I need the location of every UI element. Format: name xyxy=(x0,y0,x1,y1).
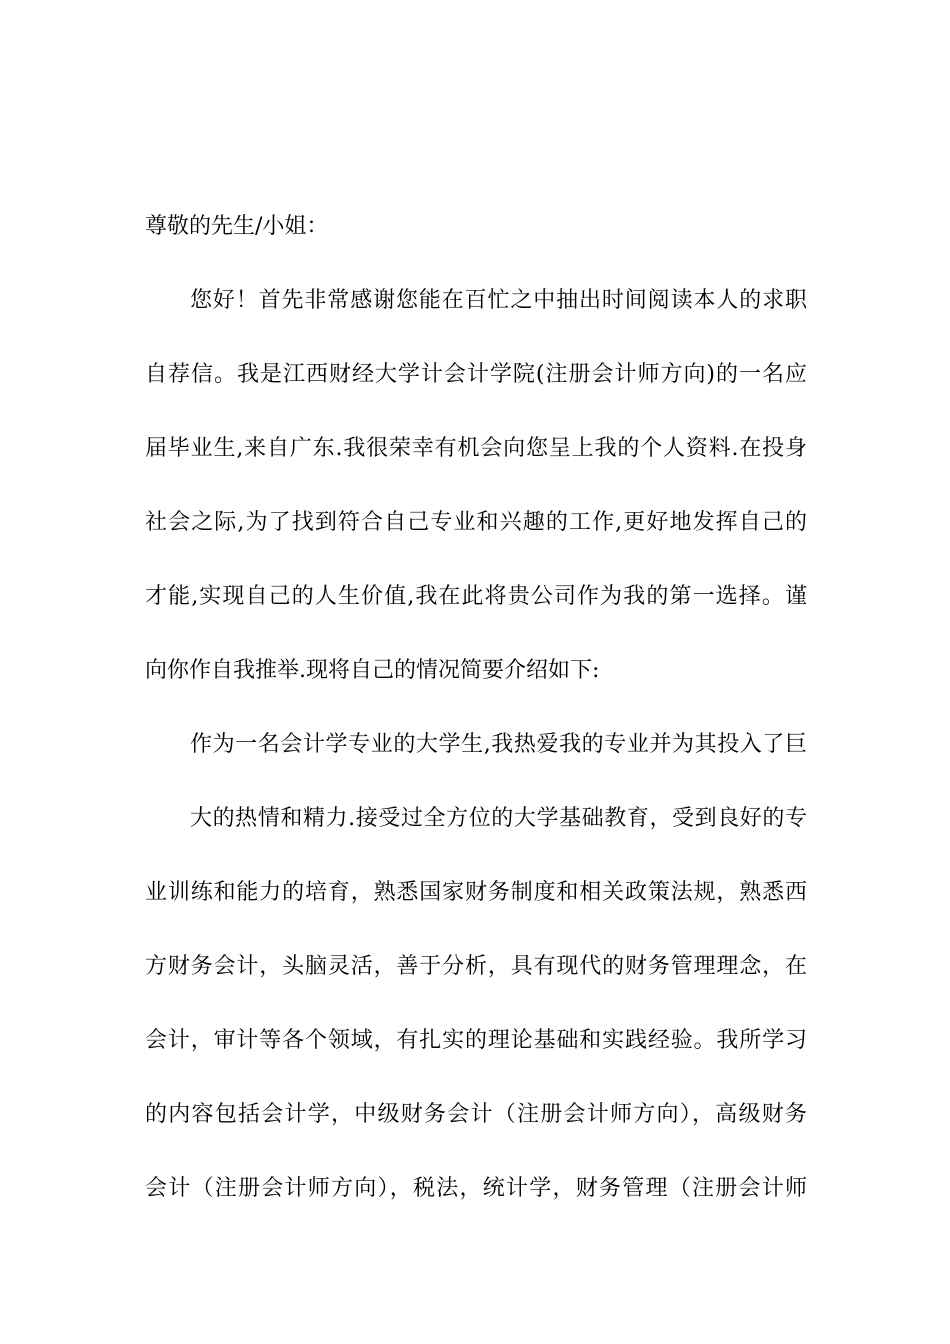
paragraph-line: 作为一名会计学专业的大学生,我热爱我的专业并为其投入了巨 xyxy=(190,732,807,757)
paragraph-line: 向你作自我推举.现将自己的情况简要介绍如下: xyxy=(145,658,600,683)
paragraph-line: 才能,实现自己的人生价值,我在此将贵公司作为我的第一选择。谨 xyxy=(145,584,807,609)
paragraph-line: 方财务会计，头脑灵活，善于分析，具有现代的财务管理理念，在 xyxy=(145,954,807,979)
paragraph-line: 自荐信。我是江西财经大学计会计学院(注册会计师方向)的一名应 xyxy=(145,362,807,387)
paragraph-line: 您好！首先非常感谢您能在百忙之中抽出时间阅读本人的求职 xyxy=(190,288,807,313)
salutation: 尊敬的先生/小姐： xyxy=(145,214,329,239)
paragraph-line: 会计（注册会计师方向），税法，统计学，财务管理（注册会计师 xyxy=(145,1176,807,1201)
paragraph-line: 大的热情和精力.接受过全方位的大学基础教育，受到良好的专 xyxy=(190,806,807,831)
paragraph-line: 的内容包括会计学，中级财务会计（注册会计师方向），高级财务 xyxy=(145,1102,807,1127)
paragraph-line: 业训练和能力的培育，熟悉国家财务制度和相关政策法规，熟悉西 xyxy=(145,880,807,905)
paragraph-line: 会计，审计等各个领域，有扎实的理论基础和实践经验。我所学习 xyxy=(145,1028,807,1053)
paragraph-line: 届毕业生,来自广东.我很荣幸有机会向您呈上我的个人资料.在投身 xyxy=(145,436,807,461)
paragraph-line: 社会之际,为了找到符合自己专业和兴趣的工作,更好地发挥自己的 xyxy=(145,510,807,535)
